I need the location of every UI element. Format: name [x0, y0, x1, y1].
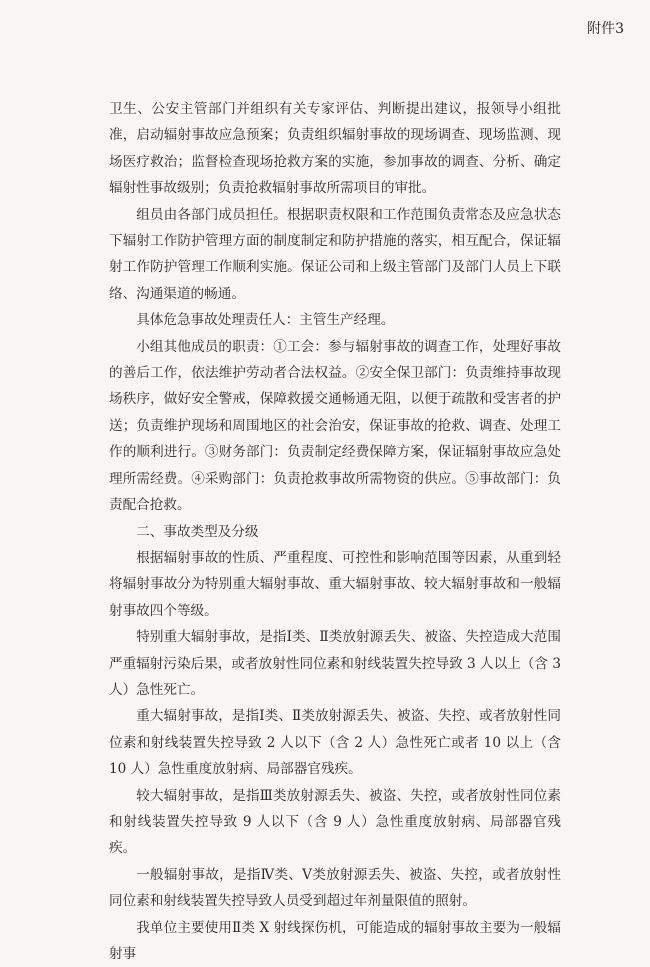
- attachment-label: 附件3: [587, 21, 624, 37]
- paragraph-unit-usage: 我单位主要使用Ⅱ类 X 射线探伤机，可能造成的辐射事故主要为一般辐射事: [109, 919, 561, 962]
- document-body: [109, 96, 561, 967]
- paragraph-especially-major: 特别重大辐射事故，是指Ⅰ类、Ⅱ类放射源丢失、被盗、失控造成大范围严重辐射污染后果，或者放射性同位素和射线装置失控导致 3 人以上（含 3 人）急性死亡。: [109, 629, 561, 698]
- paragraph-team-members: 组员由各部门成员担任。根据职责权限和工作范围负责常态及应急状态下辐射工作防护管理方面的制度制定和防护措施的落实，相互配合，保证辐射工作防护管理工作顺利实施。保证公司和上级主管部门及部门人员上下联络、沟通渠道的畅通。: [109, 206, 561, 302]
- paragraph-relatively-major: 较大辐射事故，是指Ⅲ类放射源丢失、被盗、失控，或者放射性同位素和射线装置失控导致 9 人以下（含 9 人）急性重度放射病、局部器官残疾。: [109, 787, 561, 857]
- paragraph-other-members: 小组其他成员的职责：①工会：参与辐射事故的调查工作，处理好事故的善后工作，依法维护劳动者合法权益。②安全保卫部门：负责维持事故现场秩序，做好安全警戒，保障救援交通畅通无阻，以便于疏散和受害者的护送；负责维护现场和周围地区的社会治安，保证事故的抢救、调查、处理工作的顺利进行。③财务部门：负责制定经费保障方案，保证辐射事故应急处理所需经费。④采购部门：负责抢救事故所需物资的供应。⑤事故部门：负责配合抢救。: [109, 338, 561, 514]
- paragraph-classification: 根据辐射事故的性质、严重程度、可控性和影响范围等因素，从重到轻将辐射事故分为特别重大辐射事故、重大辐射事故、较大辐射事故和一般辐射事故四个等级。: [109, 549, 561, 619]
- paragraph-general: 一般辐射事故，是指Ⅳ类、Ⅴ类放射源丢失、被盗、失控，或者放射性同位素和射线装置失控导致人员受到超过年剂量限值的照射。: [109, 866, 561, 910]
- paragraph-major: 重大辐射事故，是指Ⅰ类、Ⅱ类放射源丢失、被盗、失控、或者放射性同位素和射线装置失控导致 2 人以下（含 2 人）急性死亡或者 10 以上（含 10 人）急性重度放射病、局部器官残疾。: [109, 708, 561, 778]
- paragraph-leader-duties: 卫生、公安主管部门并组织有关专家评估、判断提出建议，报领导小组批准，启动辐射事故应急预案；负责组织辐射事故的现场调查、现场监测、现场医疗救治；监督检查现场抢救方案的实施，参加事故的调查、分析、确定辐射性事故级别；负责抢救辐射事故所需项目的审批。: [109, 101, 561, 197]
- paragraph-responsible-person: 具体危急事故处理责任人：主管生产经理。: [136, 312, 395, 329]
- section-heading-accident-types: 二、事故类型及分级: [136, 523, 259, 540]
